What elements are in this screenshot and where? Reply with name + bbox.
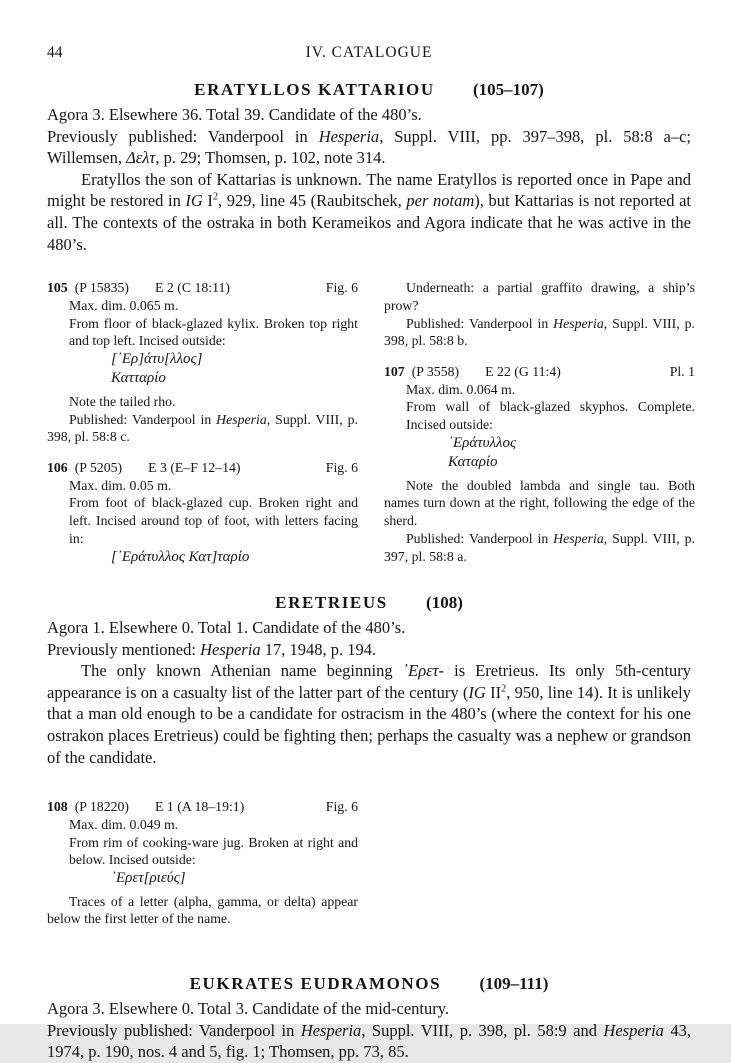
previously-published: Previously published: Vanderpool in Hesperia, Suppl. VIII, pp. 397–398, pl. 58:8 a–c; Willemsen, Δελτ, p. 29; Thomsen, p. 102, note 314. bbox=[47, 126, 692, 168]
section-entry-range: (108) bbox=[426, 593, 463, 613]
inventory-number: (P 3558) bbox=[411, 363, 460, 379]
entry-head bbox=[47, 798, 358, 816]
inventory-number: (P 5205) bbox=[74, 460, 123, 476]
inscription-greek bbox=[448, 434, 695, 473]
catalogue-entry-106-continued bbox=[384, 279, 695, 350]
inscription-line: Κατταρίο bbox=[111, 370, 166, 387]
previously-mentioned: Previously mentioned: Hesperia 17, 1948, p. 194. bbox=[47, 639, 377, 659]
right-column bbox=[384, 279, 695, 567]
inscription-greek bbox=[111, 350, 358, 389]
running-head-row bbox=[47, 44, 691, 64]
plate-reference: Pl. 1 bbox=[669, 363, 695, 379]
section-summary: Agora 3. Elsewhere 0. Total 3. Candidate of the mid-century. bbox=[47, 998, 450, 1018]
entry-published: Published: Vanderpool in Hesperia, Suppl. VIII, p. 398, pl. 58:8 c. bbox=[47, 411, 358, 445]
inscription-line: ᾿Ερετ[ριεύς] bbox=[111, 870, 186, 887]
inventory-number: (P 18220) bbox=[74, 799, 129, 815]
section-eukrates bbox=[47, 974, 691, 1063]
inscription-line: [᾿Ερ]άτυ[λλος] bbox=[111, 350, 203, 367]
section-title: ERATYLLOS KATTARIOU bbox=[194, 80, 435, 99]
entry-note: Traces of a letter (alpha, gamma, or delta) appear below the first letter of the name. bbox=[47, 893, 358, 927]
entry-head bbox=[384, 363, 695, 381]
description: From wall of black-glazed skyphos. Complete. Incised outside: bbox=[406, 399, 695, 433]
entry-number: 106 bbox=[47, 460, 68, 476]
section-title: ERETRIEUS bbox=[275, 593, 388, 613]
dimension-line: Max. dim. 0.049 m. bbox=[69, 816, 179, 832]
figure-reference: Fig. 6 bbox=[325, 799, 358, 815]
figure-reference: Fig. 6 bbox=[325, 280, 358, 296]
catalogue-entry-107 bbox=[384, 363, 695, 565]
running-head: IV. CATALOGUE bbox=[305, 44, 433, 61]
entry-head bbox=[47, 279, 358, 297]
entry-note: Underneath: a partial graffito drawing, a ship’s prow? bbox=[384, 280, 695, 313]
section-heading bbox=[47, 80, 691, 100]
section-entry-range: (105–107) bbox=[473, 80, 544, 99]
section-heading bbox=[47, 593, 691, 613]
description: From rim of cooking-ware jug. Broken at right and below. Incised outside: bbox=[69, 834, 358, 868]
entry-number: 108 bbox=[47, 799, 68, 815]
entry-columns bbox=[47, 279, 695, 567]
entry-note: Note the doubled lambda and single tau. Both names turn down at the right, following the edge of the sherd. bbox=[384, 477, 695, 529]
description: From foot of black-glazed cup. Broken right and left. Incised around top of foot, with letters facing in: bbox=[69, 495, 358, 546]
commentary-paragraph: The only known Athenian name beginning ᾿Ερετ- is Eretrieus. Its only 5th-century appearance is on a casualty list of the latter part of the century (IG $II^2$, 950, line 14). It is unlikely that a man old enough to be a candidate for ostracism in the 480’s (where the context for his one ostrakon places Eretrieus) could be fighting then; perhaps the casualty was a nephew or grandson of the candidate. bbox=[47, 661, 691, 767]
section-heading bbox=[47, 974, 691, 994]
grid-reference: E 2 (C 18:11) bbox=[155, 280, 230, 296]
description: From floor of black-glazed kylix. Broken top right and top left. Incised outside: bbox=[69, 315, 358, 349]
inscription-greek bbox=[111, 869, 358, 889]
entry-column-single bbox=[47, 798, 358, 928]
previously-published: Previously published: Vanderpool in Hesperia, Suppl. VIII, p. 398, pl. 58:9 and Hesperia 43, 1974, p. 190, nos. 4 and 5, fig. 1; Thomsen, pp. 73, 85. bbox=[47, 1020, 692, 1062]
entry-number: 105 bbox=[47, 280, 68, 296]
section-eretrieus bbox=[47, 593, 691, 928]
entry-number: 107 bbox=[384, 363, 405, 379]
inventory-number: (P 15835) bbox=[74, 280, 129, 296]
section-eratyllos bbox=[47, 80, 695, 567]
grid-reference: E 3 (E–F 12–14) bbox=[148, 460, 241, 476]
entry-head bbox=[47, 459, 358, 477]
inscription-line: [᾿Εράτυλλος Κατ]ταρίο bbox=[111, 548, 250, 565]
inscription-greek bbox=[111, 548, 358, 568]
section-summary: Agora 1. Elsewhere 0. Total 1. Candidate of the 480’s. bbox=[47, 618, 406, 638]
section-summary: Agora 3. Elsewhere 36. Total 39. Candidate of the 480’s. bbox=[47, 105, 422, 124]
inscription-line: ᾿Εράτυλλος bbox=[448, 434, 517, 451]
entry-published: Published: Vanderpool in Hesperia, Suppl. VIII, p. 398, pl. 58:8 b. bbox=[384, 315, 695, 349]
section-title: EUKRATES EUDRAMONOS bbox=[189, 973, 442, 993]
dimension-line: Max. dim. 0.05 m. bbox=[69, 477, 172, 493]
figure-reference: Fig. 6 bbox=[325, 460, 358, 476]
catalogue-entry-106 bbox=[47, 459, 358, 567]
dimension-line: Max. dim. 0.064 m. bbox=[406, 381, 516, 397]
commentary-paragraph: Eratyllos the son of Kattarias is unknown. The name Eratyllos is reported once in Pape and might be restored in IG $I^2$, 929, line 45 (Raubitschek, per notam), but Kattarias is not reported at all. The contexts of the ostraka in both Kerameikos and Agora indicate that he was active in the 480’s. bbox=[47, 169, 692, 254]
dimension-line: Max. dim. 0.065 m. bbox=[69, 297, 179, 313]
inscription-line: Καταρίο bbox=[448, 454, 498, 471]
catalogue-entry-105 bbox=[47, 279, 358, 446]
section-entry-range: (109–111) bbox=[479, 973, 549, 993]
catalogue-entry-108 bbox=[47, 798, 358, 928]
page-number: 44 bbox=[47, 44, 63, 61]
grid-reference: E 22 (G 11:4) bbox=[485, 363, 561, 379]
left-column bbox=[47, 279, 358, 567]
grid-reference: E 1 (A 18–19:1) bbox=[155, 799, 245, 815]
entry-published: Published: Vanderpool in Hesperia, Suppl. VIII, p. 397, pl. 58:8 a. bbox=[384, 530, 695, 564]
entry-note: Note the tailed rho. bbox=[69, 393, 176, 409]
